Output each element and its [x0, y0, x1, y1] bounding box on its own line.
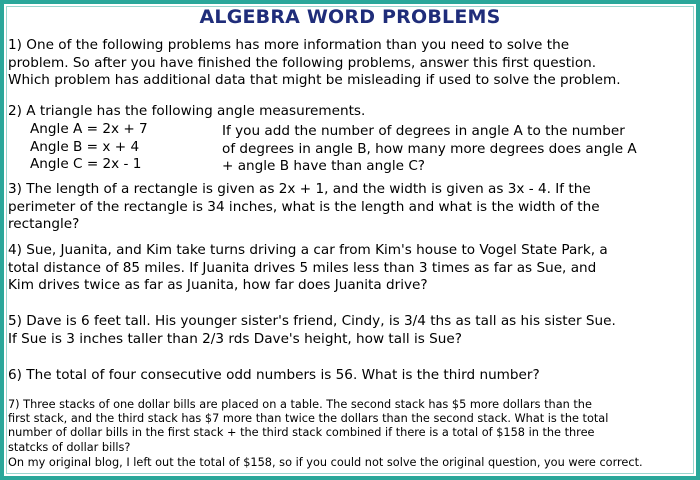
problem-7-line: first stack, and the third stack has $7 more than twice the dollars than the second stack. What is the total	[8, 412, 609, 426]
problem-5-line: 5) Dave is 6 feet tall. His younger sister's friend, Cindy, is 3/4 ths as tall as his sister Sue.	[8, 313, 616, 329]
problem-4	[8, 242, 690, 295]
problem-3-line: rectangle?	[8, 216, 80, 232]
problem-1-line: 1) One of the following problems has more information than you need to solve the	[8, 37, 570, 53]
problem-4-line: total distance of 85 miles. If Juanita drives 5 miles less than 3 times as far as Sue, and	[8, 259, 597, 276]
problem-5	[8, 313, 690, 348]
problem-7-line: number of dollar bills in the first stack + the third stack combined if there is a total of $158 in the three	[8, 426, 595, 440]
problem-2-question-line: If you add the number of degrees in angle A to the number	[222, 123, 625, 139]
page-title: ALGEBRA WORD PROBLEMS	[199, 6, 501, 28]
problem-6	[8, 367, 690, 385]
problem-7	[8, 398, 692, 455]
problem-3-line: perimeter of the rectangle is 34 inches, what is the length and what is the width of the	[8, 198, 600, 215]
problem-1-line: Which problem has additional data that might be misleading if used to solve the problem.	[8, 72, 621, 88]
problem-3-line: 3) The length of a rectangle is given as 2x + 1, and the width is given as 3x - 4. If the	[8, 181, 591, 197]
problem-2-question	[222, 123, 637, 176]
angle-a: Angle A = 2x + 7	[30, 121, 148, 137]
problem-2-question-line: of degrees in angle B, how many more degrees does angle A	[222, 140, 637, 157]
problem-6-line: 6) The total of four consecutive odd numbers is 56. What is the third number?	[8, 367, 540, 383]
angle-list	[30, 121, 148, 174]
problem-2-question-line: + angle B have than angle C?	[222, 158, 426, 174]
problem-7-line: 7) Three stacks of one dollar bills are placed on a table. The second stack has $5 more dollars than the	[8, 398, 592, 411]
problem-3	[8, 181, 690, 234]
problem-2-intro-line: 2) A triangle has the following angle measurements.	[8, 103, 366, 119]
problem-7-line: statcks of dollar bills?	[8, 440, 131, 454]
angle-b: Angle B = x + 4	[30, 138, 140, 155]
problem-1	[8, 37, 690, 90]
problem-1-line: problem. So after you have finished the following problems, answer this first question.	[8, 54, 597, 71]
author-note-line: On my original blog, I left out the total of $158, so if you could not solve the original question, you were correct.	[8, 456, 643, 469]
problem-4-line: 4) Sue, Juanita, and Kim take turns driving a car from Kim's house to Vogel State Park, a	[8, 242, 608, 258]
problem-5-line: If Sue is 3 inches taller than 2/3 rds Dave's height, how tall is Sue?	[8, 330, 462, 347]
author-note	[8, 456, 692, 470]
angle-c: Angle C = 2x - 1	[30, 156, 142, 172]
problem-2-intro	[8, 103, 690, 121]
problem-4-line: Kim drives twice as far as Juanita, how far does Juanita drive?	[8, 277, 428, 293]
